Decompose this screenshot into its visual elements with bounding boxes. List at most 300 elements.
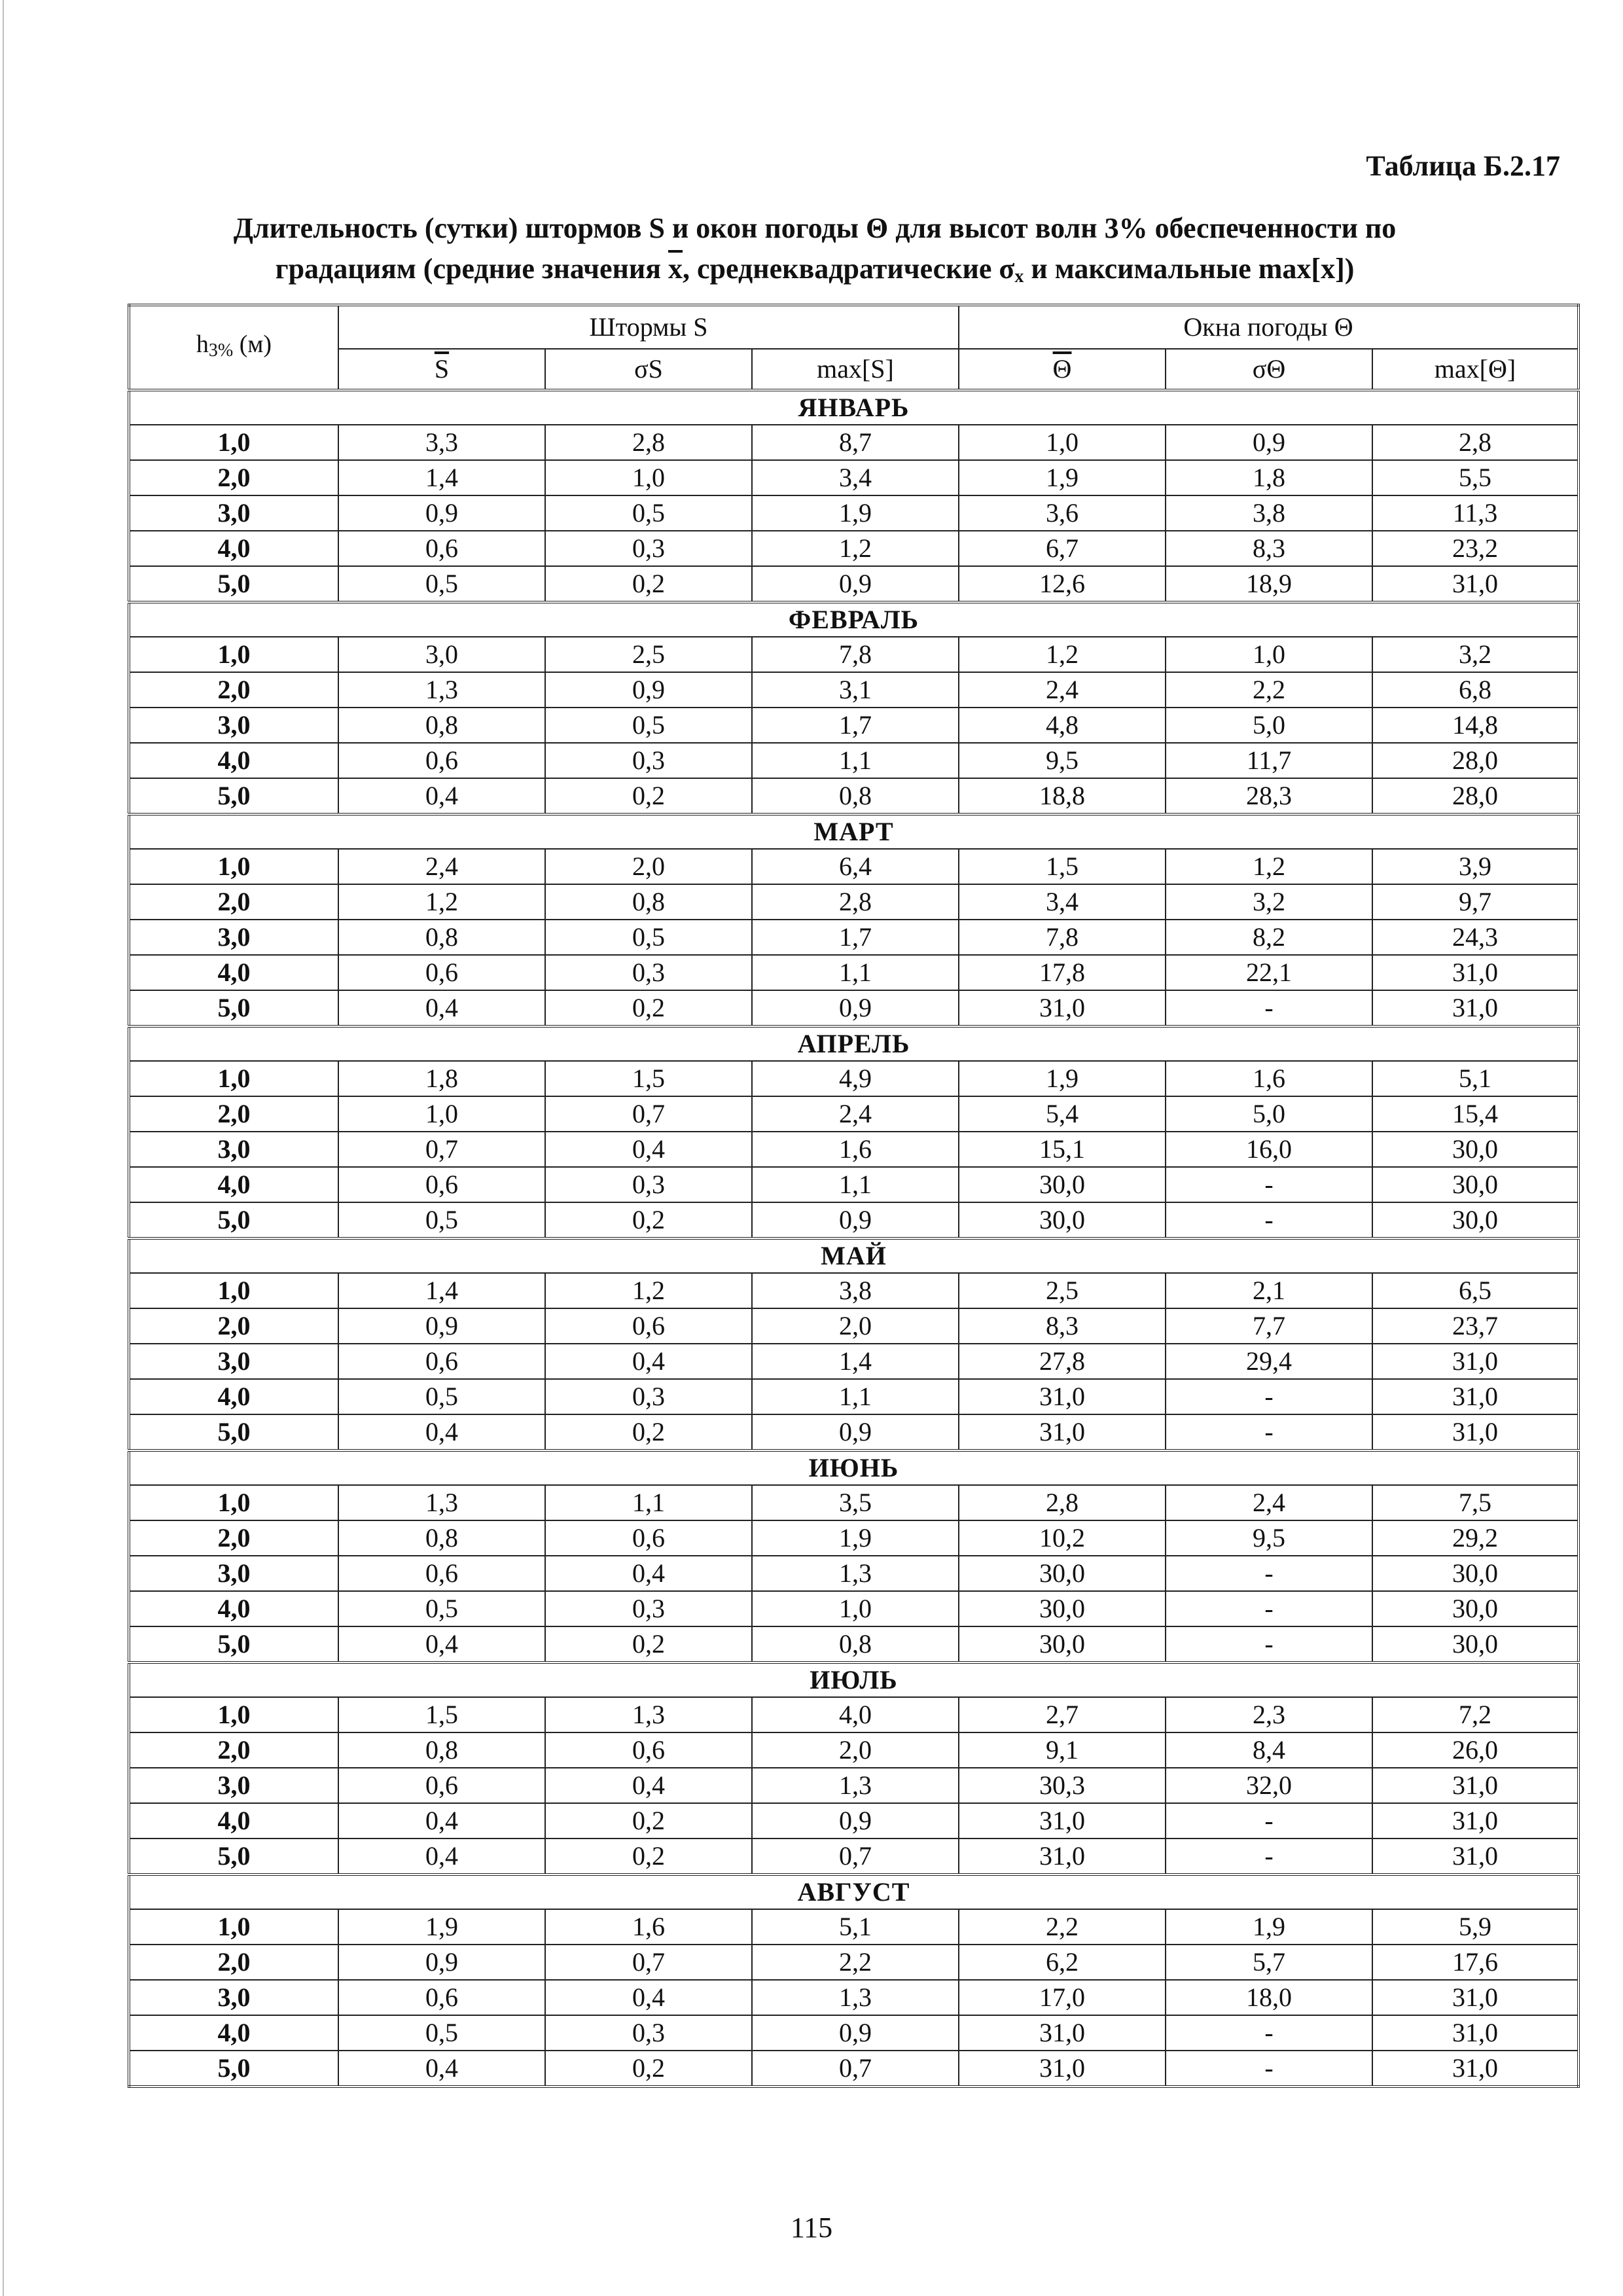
value-cell: 2,0 [545, 849, 752, 884]
wave-height-cell: 5,0 [129, 1202, 338, 1238]
value-cell: 5,7 [1166, 1945, 1372, 1980]
value-cell: - [1166, 990, 1372, 1026]
value-cell: 31,0 [1372, 1344, 1578, 1379]
value-cell: 31,0 [1372, 1839, 1578, 1874]
value-cell: 0,3 [545, 531, 752, 566]
value-cell: 0,5 [545, 495, 752, 531]
value-cell: 30,0 [1372, 1167, 1578, 1202]
value-cell: 32,0 [1166, 1768, 1372, 1803]
value-cell: 0,5 [545, 708, 752, 743]
value-cell: 2,7 [959, 1697, 1166, 1732]
value-cell: 23,2 [1372, 531, 1578, 566]
value-cell: 0,6 [338, 1768, 545, 1803]
value-cell: - [1166, 1591, 1372, 1626]
value-cell: 2,5 [545, 637, 752, 672]
wave-height-cell: 5,0 [129, 990, 338, 1026]
month-name: АПРЕЛЬ [129, 1026, 1578, 1061]
value-cell: 16,0 [1166, 1132, 1372, 1167]
value-cell: - [1166, 1414, 1372, 1450]
value-cell: 30,0 [1372, 1202, 1578, 1238]
value-cell: 31,0 [959, 1414, 1166, 1450]
value-cell: 30,0 [959, 1591, 1166, 1626]
month-name: МАЙ [129, 1238, 1578, 1273]
value-cell: 8,3 [1166, 531, 1372, 566]
value-cell: 0,6 [338, 531, 545, 566]
value-cell: - [1166, 1803, 1372, 1839]
header-h-sub: 3% [208, 340, 234, 361]
value-cell: - [1166, 1839, 1372, 1874]
value-cell: 0,5 [338, 1202, 545, 1238]
value-cell: 17,0 [959, 1980, 1166, 2015]
caption-line-2a: градациям (средние значения [275, 253, 669, 285]
header-group-storms: Штормы S [338, 305, 959, 349]
value-cell: 29,2 [1372, 1520, 1578, 1556]
value-cell: 30,0 [1372, 1556, 1578, 1591]
caption-line-2c: и максимальные max[x]) [1024, 253, 1355, 285]
wave-height-cell: 3,0 [129, 708, 338, 743]
table-row [129, 1167, 1578, 1202]
wave-height-cell: 3,0 [129, 1768, 338, 1803]
value-cell: 12,6 [959, 566, 1166, 602]
value-cell: 1,1 [752, 955, 959, 990]
value-cell: 3,4 [959, 884, 1166, 920]
value-cell: 0,5 [338, 566, 545, 602]
wave-height-cell: 4,0 [129, 1803, 338, 1839]
value-cell: 0,3 [545, 743, 752, 778]
value-cell: 0,4 [338, 778, 545, 814]
value-cell: 1,6 [545, 1909, 752, 1945]
value-cell: 18,0 [1166, 1980, 1372, 2015]
table-row [129, 2015, 1578, 2051]
value-cell: 1,9 [1166, 1909, 1372, 1945]
value-cell: 1,5 [959, 849, 1166, 884]
value-cell: 31,0 [1372, 1379, 1578, 1414]
table-row [129, 1945, 1578, 1980]
table-row [129, 1096, 1578, 1132]
value-cell: 3,4 [752, 460, 959, 495]
table-row [129, 1697, 1578, 1732]
value-cell: 1,1 [752, 1167, 959, 1202]
table-row [129, 1803, 1578, 1839]
table-row [129, 531, 1578, 566]
value-cell: 2,8 [959, 1485, 1166, 1520]
caption-line-2 [98, 249, 1531, 297]
page-number: 115 [790, 2212, 833, 2244]
value-cell: 0,3 [545, 2015, 752, 2051]
wave-height-cell: 2,0 [129, 1096, 338, 1132]
value-cell: 9,5 [959, 743, 1166, 778]
wave-height-cell: 3,0 [129, 1556, 338, 1591]
value-cell: 0,7 [545, 1945, 752, 1980]
value-cell: 30,0 [1372, 1626, 1578, 1662]
table-row [129, 1273, 1578, 1308]
value-cell: 6,7 [959, 531, 1166, 566]
value-cell: 7,8 [959, 920, 1166, 955]
value-cell: 1,5 [545, 1061, 752, 1096]
value-cell: 0,6 [338, 1980, 545, 2015]
value-cell: 8,3 [959, 1308, 1166, 1344]
wave-height-cell: 2,0 [129, 672, 338, 708]
value-cell: 0,9 [752, 566, 959, 602]
table-row [129, 1732, 1578, 1768]
header-col-theta-mean: $\overline{\Theta}$ [959, 349, 1166, 390]
storm-duration-table [128, 304, 1580, 2088]
value-cell: 2,4 [1166, 1485, 1372, 1520]
value-cell: 30,0 [959, 1556, 1166, 1591]
value-cell: 31,0 [959, 1839, 1166, 1874]
value-cell: 1,3 [752, 1768, 959, 1803]
wave-height-cell: 2,0 [129, 1520, 338, 1556]
value-cell: - [1166, 1556, 1372, 1591]
value-cell: 0,4 [545, 1768, 752, 1803]
month-row [129, 1874, 1578, 1909]
value-cell: 1,9 [338, 1909, 545, 1945]
value-cell: 0,7 [545, 1096, 752, 1132]
value-cell: 30,0 [1372, 1132, 1578, 1167]
value-cell: 31,0 [1372, 1768, 1578, 1803]
header-h-symbol: h [196, 331, 209, 358]
value-cell: 0,6 [338, 1344, 545, 1379]
value-cell: 0,8 [752, 778, 959, 814]
value-cell: 11,7 [1166, 743, 1372, 778]
value-cell: 0,4 [338, 1839, 545, 1874]
value-cell: 0,6 [338, 743, 545, 778]
value-cell: 8,7 [752, 425, 959, 460]
table-row [129, 1980, 1578, 2015]
header-group-windows: Окна погоды Θ [959, 305, 1578, 349]
value-cell: 0,6 [338, 1556, 545, 1591]
value-cell: 0,2 [545, 990, 752, 1026]
header-col-theta-sigma: σΘ [1166, 349, 1372, 390]
value-cell: 0,3 [545, 955, 752, 990]
month-row [129, 390, 1578, 425]
value-cell: 1,1 [752, 743, 959, 778]
value-cell: 4,8 [959, 708, 1166, 743]
value-cell: 0,5 [338, 2015, 545, 2051]
value-cell: 0,9 [752, 990, 959, 1026]
value-cell: 3,2 [1372, 637, 1578, 672]
value-cell: 9,5 [1166, 1520, 1372, 1556]
value-cell: 23,7 [1372, 1308, 1578, 1344]
month-name: АВГУСТ [129, 1874, 1578, 1909]
value-cell: 2,3 [1166, 1697, 1372, 1732]
wave-height-cell: 1,0 [129, 1273, 338, 1308]
month-row [129, 814, 1578, 849]
wave-height-cell: 4,0 [129, 743, 338, 778]
value-cell: 0,4 [545, 1556, 752, 1591]
value-cell: 22,1 [1166, 955, 1372, 990]
value-cell: 1,9 [752, 1520, 959, 1556]
value-cell: 0,5 [338, 1591, 545, 1626]
value-cell: 15,4 [1372, 1096, 1578, 1132]
value-cell: 17,6 [1372, 1945, 1578, 1980]
value-cell: 1,7 [752, 708, 959, 743]
value-cell: 0,7 [752, 2051, 959, 2087]
value-cell: 1,2 [338, 884, 545, 920]
value-cell: 8,2 [1166, 920, 1372, 955]
value-cell: 30,3 [959, 1768, 1166, 1803]
value-cell: 0,6 [545, 1732, 752, 1768]
value-cell: 0,3 [545, 1591, 752, 1626]
value-cell: 27,8 [959, 1344, 1166, 1379]
caption-line-1: Длительность (сутки) штормов S и окон погоды Θ для высот волн 3% обеспеченности по [233, 212, 1397, 244]
value-cell: 2,8 [545, 425, 752, 460]
caption-line-2b: , среднеквадратические σ [683, 253, 1015, 285]
value-cell: 9,7 [1372, 884, 1578, 920]
value-cell: 1,3 [338, 1485, 545, 1520]
header-col-theta-max: max[Θ] [1372, 349, 1578, 390]
month-name: ИЮЛЬ [129, 1662, 1578, 1697]
table-row [129, 2051, 1578, 2087]
value-cell: 1,4 [752, 1344, 959, 1379]
caption-sigma-sub: x [1014, 266, 1024, 287]
value-cell: 0,5 [338, 1379, 545, 1414]
value-cell: 0,3 [545, 1379, 752, 1414]
value-cell: 1,0 [959, 425, 1166, 460]
value-cell: 7,7 [1166, 1308, 1372, 1344]
value-cell: 18,9 [1166, 566, 1372, 602]
value-cell: 0,2 [545, 2051, 752, 2087]
wave-height-cell: 3,0 [129, 1132, 338, 1167]
value-cell: 1,1 [752, 1379, 959, 1414]
value-cell: 0,9 [338, 1308, 545, 1344]
value-cell: 0,9 [752, 1414, 959, 1450]
value-cell: 0,8 [752, 1626, 959, 1662]
table-row [129, 1308, 1578, 1344]
value-cell: 1,0 [338, 1096, 545, 1132]
value-cell: 31,0 [959, 990, 1166, 1026]
table-row [129, 990, 1578, 1026]
value-cell: 0,2 [545, 778, 752, 814]
value-cell: 3,8 [752, 1273, 959, 1308]
value-cell: 0,2 [545, 1202, 752, 1238]
table-row [129, 1591, 1578, 1626]
value-cell: 6,8 [1372, 672, 1578, 708]
table-row [129, 1414, 1578, 1450]
value-cell: 3,0 [338, 637, 545, 672]
value-cell: 30,0 [959, 1202, 1166, 1238]
wave-height-cell: 1,0 [129, 637, 338, 672]
value-cell: 3,5 [752, 1485, 959, 1520]
table-label: Таблица Б.2.17 [1366, 150, 1560, 182]
value-cell: 2,4 [959, 672, 1166, 708]
value-cell: 1,9 [959, 1061, 1166, 1096]
wave-height-cell: 1,0 [129, 1061, 338, 1096]
table-row [129, 778, 1578, 814]
value-cell: 31,0 [959, 1379, 1166, 1414]
value-cell: 0,5 [545, 920, 752, 955]
value-cell: - [1166, 2051, 1372, 2087]
value-cell: 1,3 [545, 1697, 752, 1732]
value-cell: 31,0 [1372, 1980, 1578, 2015]
value-cell: 5,1 [752, 1909, 959, 1945]
value-cell: 1,1 [545, 1485, 752, 1520]
value-cell: 31,0 [1372, 566, 1578, 602]
month-name: ЯНВАРЬ [129, 390, 1578, 425]
wave-height-cell: 4,0 [129, 1379, 338, 1414]
table-row [129, 708, 1578, 743]
wave-height-cell: 2,0 [129, 1308, 338, 1344]
value-cell: 0,6 [338, 1167, 545, 1202]
table-row [129, 743, 1578, 778]
wave-height-cell: 4,0 [129, 955, 338, 990]
value-cell: 1,2 [1166, 849, 1372, 884]
wave-height-cell: 5,0 [129, 2051, 338, 2087]
wave-height-cell: 1,0 [129, 1485, 338, 1520]
value-cell: 30,0 [959, 1167, 1166, 1202]
wave-height-cell: 2,0 [129, 1732, 338, 1768]
value-cell: 0,6 [545, 1308, 752, 1344]
wave-height-cell: 3,0 [129, 1344, 338, 1379]
value-cell: 2,1 [1166, 1273, 1372, 1308]
table-row [129, 955, 1578, 990]
value-cell: 0,8 [338, 1520, 545, 1556]
value-cell: 4,9 [752, 1061, 959, 1096]
wave-height-cell: 1,0 [129, 1697, 338, 1732]
value-cell: 31,0 [959, 1803, 1166, 1839]
table-row [129, 1132, 1578, 1167]
value-cell: 0,2 [545, 1414, 752, 1450]
value-cell: 3,2 [1166, 884, 1372, 920]
wave-height-cell: 4,0 [129, 1591, 338, 1626]
table-row [129, 425, 1578, 460]
value-cell: 0,8 [338, 708, 545, 743]
value-cell: 7,8 [752, 637, 959, 672]
wave-height-cell: 3,0 [129, 495, 338, 531]
value-cell: 3,8 [1166, 495, 1372, 531]
value-cell: 1,6 [752, 1132, 959, 1167]
value-cell: 2,4 [338, 849, 545, 884]
table-row [129, 1202, 1578, 1238]
value-cell: 1,0 [1166, 637, 1372, 672]
header-col-s-sigma: σS [545, 349, 752, 390]
value-cell: 5,4 [959, 1096, 1166, 1132]
value-cell: 31,0 [959, 2051, 1166, 2087]
value-cell: 1,2 [545, 1273, 752, 1308]
table-row [129, 1061, 1578, 1096]
value-cell: 31,0 [1372, 990, 1578, 1026]
value-cell: 2,2 [1166, 672, 1372, 708]
value-cell: 0,4 [545, 1344, 752, 1379]
value-cell: 1,8 [1166, 460, 1372, 495]
value-cell: 11,3 [1372, 495, 1578, 531]
value-cell: 5,0 [1166, 708, 1372, 743]
month-name: ФЕВРАЛЬ [129, 602, 1578, 637]
table-row [129, 849, 1578, 884]
table-row [129, 637, 1578, 672]
value-cell: 30,0 [959, 1626, 1166, 1662]
value-cell: 1,0 [752, 1591, 959, 1626]
table-row [129, 460, 1578, 495]
value-cell: 1,3 [752, 1556, 959, 1591]
value-cell: 31,0 [1372, 1803, 1578, 1839]
value-cell: 3,1 [752, 672, 959, 708]
value-cell: 2,4 [752, 1096, 959, 1132]
value-cell: 1,5 [338, 1697, 545, 1732]
value-cell: 1,0 [545, 460, 752, 495]
value-cell: 0,4 [545, 1980, 752, 2015]
month-row [129, 1026, 1578, 1061]
value-cell: 0,2 [545, 1803, 752, 1839]
value-cell: 0,4 [338, 1626, 545, 1662]
month-row [129, 1450, 1578, 1485]
header-col-s-mean: $\overline{S}$ [338, 349, 545, 390]
value-cell: 0,9 [545, 672, 752, 708]
value-cell: 0,8 [338, 1732, 545, 1768]
value-cell: 26,0 [1372, 1732, 1578, 1768]
value-cell: 10,2 [959, 1520, 1166, 1556]
wave-height-cell: 2,0 [129, 1945, 338, 1980]
value-cell: 0,9 [338, 495, 545, 531]
value-cell: 0,4 [338, 1803, 545, 1839]
value-cell: 2,8 [1372, 425, 1578, 460]
value-cell: 0,7 [338, 1132, 545, 1167]
wave-height-cell: 1,0 [129, 425, 338, 460]
value-cell: 15,1 [959, 1132, 1166, 1167]
value-cell: 3,9 [1372, 849, 1578, 884]
wave-height-cell: 3,0 [129, 1980, 338, 2015]
value-cell: 0,8 [545, 884, 752, 920]
month-name: МАРТ [129, 814, 1578, 849]
value-cell: 0,4 [338, 990, 545, 1026]
wave-height-cell: 4,0 [129, 1167, 338, 1202]
table-row [129, 1556, 1578, 1591]
wave-height-cell: 4,0 [129, 531, 338, 566]
value-cell: 1,4 [338, 1273, 545, 1308]
month-row [129, 1238, 1578, 1273]
value-cell: 0,2 [545, 566, 752, 602]
value-cell: 28,3 [1166, 778, 1372, 814]
value-cell: 2,2 [959, 1909, 1166, 1945]
value-cell: 1,3 [338, 672, 545, 708]
table-row [129, 495, 1578, 531]
value-cell: 1,6 [1166, 1061, 1372, 1096]
table-row [129, 672, 1578, 708]
value-cell: 2,2 [752, 1945, 959, 1980]
value-cell: 5,5 [1372, 460, 1578, 495]
value-cell: 0,7 [752, 1839, 959, 1874]
wave-height-cell: 2,0 [129, 460, 338, 495]
value-cell: 0,9 [752, 1803, 959, 1839]
table-row [129, 1839, 1578, 1874]
table-row [129, 1344, 1578, 1379]
value-cell: 0,4 [338, 2051, 545, 2087]
wave-height-cell: 4,0 [129, 2015, 338, 2051]
value-cell: - [1166, 2015, 1372, 2051]
wave-height-cell: 5,0 [129, 1414, 338, 1450]
value-cell: 5,0 [1166, 1096, 1372, 1132]
table-row [129, 920, 1578, 955]
wave-height-cell: 5,0 [129, 1839, 338, 1874]
table-row [129, 1768, 1578, 1803]
table-row [129, 884, 1578, 920]
value-cell: 31,0 [1372, 1414, 1578, 1450]
value-cell: 1,7 [752, 920, 959, 955]
wave-height-cell: 1,0 [129, 1909, 338, 1945]
value-cell: 0,9 [752, 2015, 959, 2051]
value-cell: 30,0 [1372, 1591, 1578, 1626]
wave-height-cell: 5,0 [129, 778, 338, 814]
table-row [129, 1909, 1578, 1945]
value-cell: 0,9 [752, 1202, 959, 1238]
value-cell: 0,3 [545, 1167, 752, 1202]
value-cell: 28,0 [1372, 778, 1578, 814]
value-cell: 6,5 [1372, 1273, 1578, 1308]
value-cell: 0,4 [338, 1414, 545, 1450]
value-cell: 14,8 [1372, 708, 1578, 743]
value-cell: 24,3 [1372, 920, 1578, 955]
value-cell: - [1166, 1167, 1372, 1202]
